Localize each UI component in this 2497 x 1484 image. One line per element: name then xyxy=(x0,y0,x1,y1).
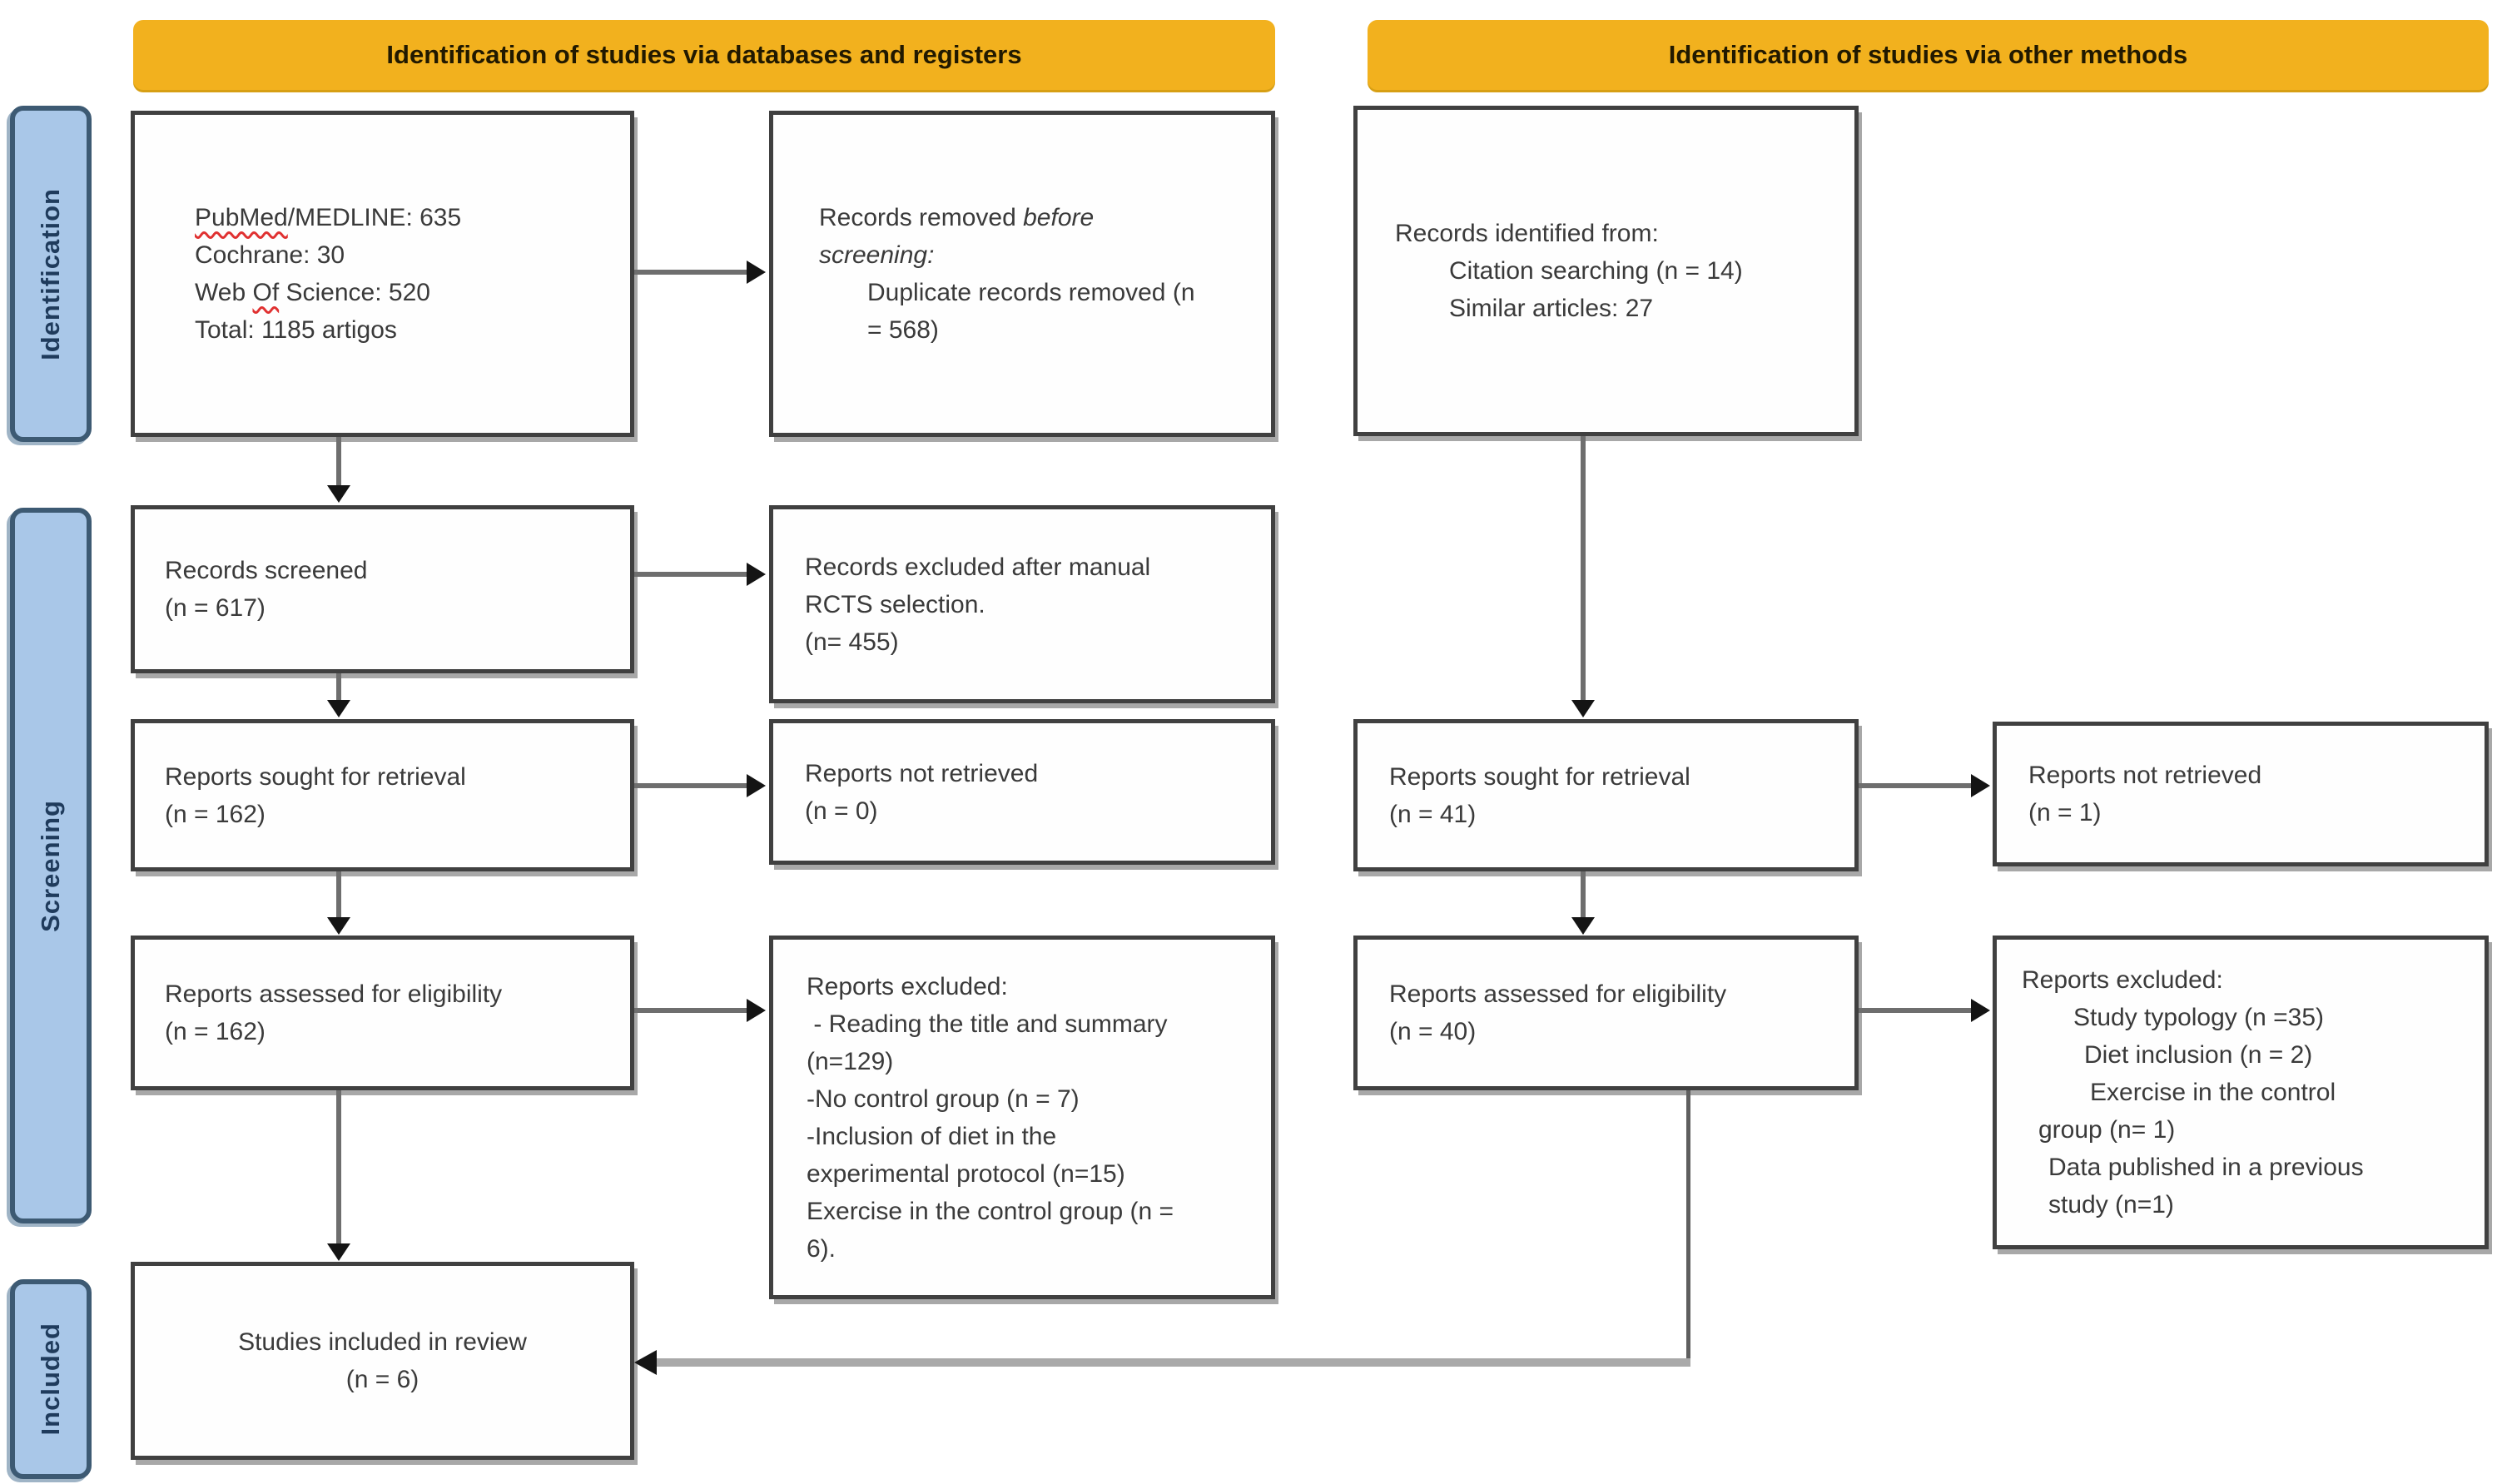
reports-assessed-other-count: (n = 40) xyxy=(1389,1018,1477,1045)
reports-assessed-db-count: (n = 162) xyxy=(165,1018,266,1045)
connector-assessed-to-excluded xyxy=(634,1008,747,1013)
stage-included xyxy=(10,1279,92,1479)
arrowhead-right-icon xyxy=(747,261,766,284)
reports-sought-other-line1: Reports sought for retrieval xyxy=(1389,762,1690,791)
box-reports-sought-other xyxy=(1353,719,1859,871)
not-retrieved-db-line1: Reports not retrieved xyxy=(805,759,1039,787)
connector-assessed-to-included xyxy=(336,1090,341,1244)
connector-sought-other-to-notretrieved xyxy=(1859,783,1972,788)
reports-excluded-other-reason1: Study typology (n =35) xyxy=(2073,1004,2325,1031)
misspelled-word-of: Of xyxy=(252,279,280,306)
not-retrieved-other-line1: Reports not retrieved xyxy=(2028,762,2262,789)
reports-sought-db-count: (n = 162) xyxy=(165,800,266,828)
not-retrieved-db-count: (n = 0) xyxy=(805,797,878,825)
reports-excluded-db-reason2: -No control group (n = 7) xyxy=(807,1084,1080,1113)
box-reports-assessed-databases xyxy=(131,936,634,1090)
connector-sought-to-assessed-other xyxy=(1581,871,1586,918)
reports-sought-db-line1: Reports sought for retrieval xyxy=(165,762,466,791)
db-medline-count: /MEDLINE: 635 xyxy=(287,204,462,231)
records-removed-text: Records removed xyxy=(819,204,1024,231)
arrowhead-right-icon xyxy=(747,999,766,1022)
header-other-methods xyxy=(1368,20,2489,90)
connector-assessed-other-elbow-horizontal xyxy=(657,1358,1690,1367)
arrowhead-right-icon xyxy=(1971,774,1990,797)
reports-excluded-other-reason3b: group (n= 1) xyxy=(2038,1116,2176,1144)
box-records-identified-other xyxy=(1353,106,1859,436)
db-web-text: Web xyxy=(195,279,253,306)
records-excluded-line2: RCTS selection. xyxy=(805,590,985,618)
reports-excluded-db-reason3b: experimental protocol (n=15) xyxy=(807,1159,1125,1188)
box-reports-assessed-other xyxy=(1353,936,1859,1090)
box-records-removed-before-screening xyxy=(769,111,1275,437)
records-excluded-count: (n= 455) xyxy=(805,628,899,656)
connector-db-to-screened xyxy=(336,437,341,486)
arrowhead-down-icon xyxy=(327,1243,350,1261)
arrowhead-right-icon xyxy=(1971,999,1990,1022)
records-excluded-line1: Records excluded after manual xyxy=(805,553,1151,581)
studies-included-line1: Studies included in review xyxy=(238,1328,527,1356)
reports-excluded-db-reason4a: Exercise in the control group (n = xyxy=(807,1197,1174,1225)
records-removed-line1 xyxy=(819,199,1213,236)
stage-identification xyxy=(10,106,92,442)
arrowhead-down-icon xyxy=(327,917,350,935)
box-records-screened xyxy=(131,505,634,673)
arrowhead-down-icon xyxy=(327,700,350,717)
db-science-count: Science: 520 xyxy=(279,279,430,306)
stage-screening-label: Screening xyxy=(36,799,65,932)
db-sources-line1 xyxy=(195,199,613,236)
connector-identified-to-sought-other xyxy=(1581,436,1586,701)
connector-db-to-removed xyxy=(634,270,747,275)
records-screened-line1: Records screened xyxy=(165,557,368,584)
box-reports-not-retrieved-databases xyxy=(769,719,1275,865)
box-records-identified-databases xyxy=(131,111,634,437)
arrowhead-right-icon xyxy=(747,563,766,586)
header-databases-registers xyxy=(133,20,1275,90)
box-records-excluded-manual xyxy=(769,505,1275,703)
arrowhead-left-icon xyxy=(634,1350,657,1375)
identified-other-title: Records identified from: xyxy=(1395,220,1659,247)
box-reports-not-retrieved-other xyxy=(1993,722,2489,866)
header-databases-label: Identification of studies via databases and registers xyxy=(386,40,1022,69)
reports-excluded-other-reason4a: Data published in a previous xyxy=(2048,1154,2364,1181)
connector-assessed-other-elbow-vertical xyxy=(1686,1090,1690,1367)
misspelled-word-pubmed: PubMed xyxy=(195,204,288,231)
arrowhead-down-icon xyxy=(1571,700,1595,717)
header-other-label: Identification of studies via other methods xyxy=(1668,40,2188,69)
reports-excluded-other-title: Reports excluded: xyxy=(2022,966,2223,994)
records-removed-italic2: screening: xyxy=(819,241,935,269)
identified-other-citation: Citation searching (n = 14) xyxy=(1449,257,1743,285)
arrowhead-down-icon xyxy=(327,485,350,503)
db-sources-line2: Cochrane: 30 xyxy=(195,241,345,269)
stage-screening xyxy=(10,508,92,1223)
identified-other-similar: Similar articles: 27 xyxy=(1449,295,1654,322)
db-sources-line3 xyxy=(195,274,613,311)
records-removed-italic1: before xyxy=(1023,204,1095,231)
arrowhead-right-icon xyxy=(747,774,766,797)
reports-excluded-db-reason1a: - Reading the title and summary xyxy=(807,1010,1168,1038)
box-reports-excluded-other xyxy=(1993,936,2489,1249)
reports-excluded-other-reason3a: Exercise in the control xyxy=(2090,1079,2336,1106)
arrowhead-down-icon xyxy=(1571,917,1595,935)
box-reports-excluded-databases xyxy=(769,936,1275,1299)
reports-excluded-db-reason3a: -Inclusion of diet in the xyxy=(807,1122,1057,1150)
reports-excluded-db-reason1b: (n=129) xyxy=(807,1047,894,1075)
reports-assessed-other-line1: Reports assessed for eligibility xyxy=(1389,980,1727,1008)
stage-identification-label: Identification xyxy=(36,187,65,360)
connector-sought-to-assessed xyxy=(336,871,341,918)
connector-screened-to-excluded xyxy=(634,572,747,577)
stage-included-label: Included xyxy=(36,1323,65,1436)
connector-sought-to-notretrieved xyxy=(634,783,747,788)
db-sources-line4: Total: 1185 artigos xyxy=(195,316,397,344)
reports-excluded-other-reason2: Diet inclusion (n = 2) xyxy=(2084,1041,2313,1069)
reports-excluded-db-reason4b: 6). xyxy=(807,1234,836,1263)
box-reports-sought-databases xyxy=(131,719,634,871)
studies-included-count: (n = 6) xyxy=(345,1366,419,1393)
reports-assessed-db-line1: Reports assessed for eligibility xyxy=(165,980,503,1008)
not-retrieved-other-count: (n = 1) xyxy=(2028,799,2102,826)
box-studies-included xyxy=(131,1262,634,1460)
connector-screened-to-sought xyxy=(336,673,341,701)
duplicates-removed-line2: = 568) xyxy=(867,316,939,344)
reports-excluded-db-title: Reports excluded: xyxy=(807,972,1008,1000)
duplicates-removed-line1: Duplicate records removed (n xyxy=(867,279,1195,306)
connector-assessed-other-to-excluded xyxy=(1859,1008,1972,1013)
records-screened-count: (n = 617) xyxy=(165,594,266,622)
reports-sought-other-count: (n = 41) xyxy=(1389,800,1477,828)
reports-excluded-other-reason4b: study (n=1) xyxy=(2048,1191,2174,1218)
